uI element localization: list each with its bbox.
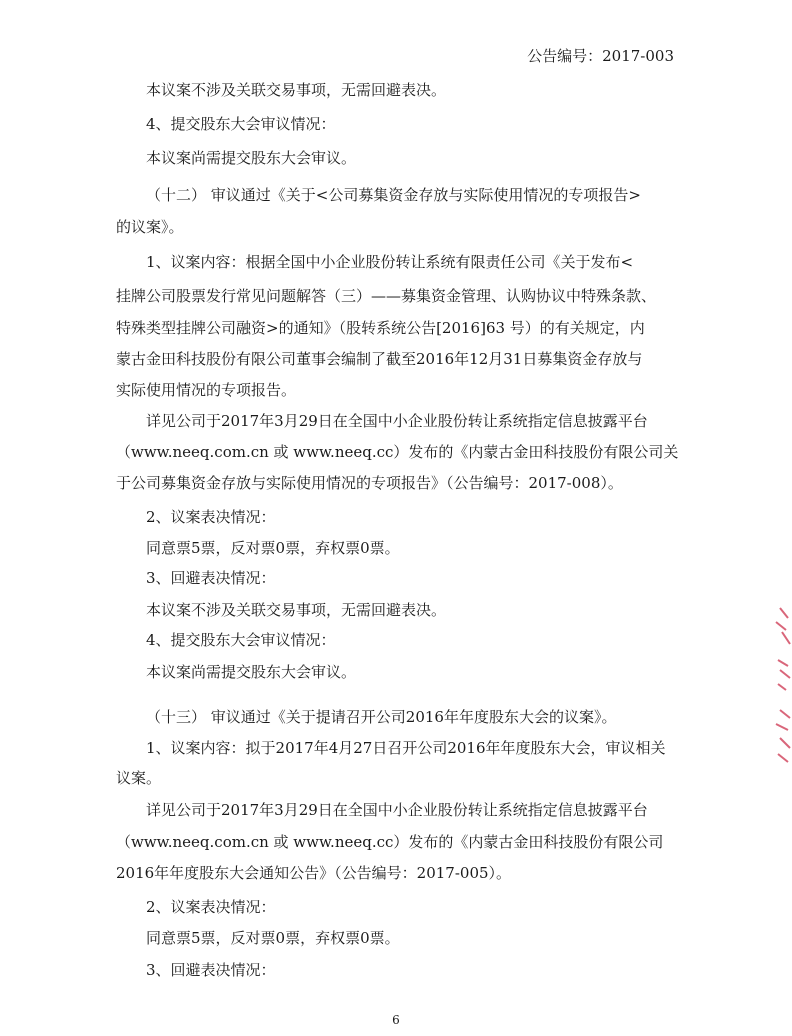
body-line: 2016年年度股东大会通知公告》（公告编号：2017-005）。 xyxy=(116,864,512,882)
body-line: 1、议案内容：根据全国中小企业股份转让系统有限责任公司《关于发布< xyxy=(146,253,634,271)
announcement-code: 公告编号：2017-003 xyxy=(527,47,674,65)
body-line: 同意票5票，反对票0票，弃权票0票。 xyxy=(146,539,400,557)
body-line: 1、议案内容：拟于2017年4月27日召开公司2016年年度股东大会，审议相关 xyxy=(146,739,666,757)
body-line: 特殊类型挂牌公司融资>的通知》（股转系统公告[2016]63 号）的有关规定，内 xyxy=(116,319,645,337)
body-line: 议案。 xyxy=(116,769,162,787)
section-heading: （十二） 审议通过《关于<公司募集资金存放与实际使用情况的专项报告> xyxy=(146,186,641,204)
body-line: 3、回避表决情况： xyxy=(146,569,276,587)
body-line: （www.neeq.com.cn 或 www.neeq.cc）发布的《内蒙古金田科技股份有限公司 xyxy=(116,833,664,851)
body-line: 详见公司于2017年3月29日在全国中小企业股份转让系统指定信息披露平台 xyxy=(146,801,648,819)
body-line: 本议案不涉及关联交易事项，无需回避表决。 xyxy=(146,601,447,619)
body-line: 本议案尚需提交股东大会审议。 xyxy=(146,149,357,167)
body-line: 本议案尚需提交股东大会审议。 xyxy=(146,663,357,681)
body-line: 详见公司于2017年3月29日在全国中小企业股份转让系统指定信息披露平台 xyxy=(146,412,648,430)
body-line: 实际使用情况的专项报告。 xyxy=(116,381,297,399)
body-line: 于公司募集资金存放与实际使用情况的专项报告》（公告编号：2017-008）。 xyxy=(116,474,623,492)
body-line: 同意票5票，反对票0票，弃权票0票。 xyxy=(146,929,400,947)
body-line: 挂牌公司股票发行常见问题解答（三）——募集资金管理、认购协议中特殊条款、 xyxy=(116,287,657,305)
body-line: 2、议案表决情况： xyxy=(146,898,276,916)
body-line: （www.neeq.com.cn 或 www.neeq.cc）发布的《内蒙古金田科技股份有限公司关 xyxy=(116,443,679,461)
body-line: 4、提交股东大会审议情况： xyxy=(146,631,336,649)
body-line: 本议案不涉及关联交易事项，无需回避表决。 xyxy=(146,81,447,99)
body-line: 3、回避表决情况： xyxy=(146,961,276,979)
page-number: 6 xyxy=(392,1013,400,1027)
body-line: 2、议案表决情况： xyxy=(146,508,276,526)
body-line: 4、提交股东大会审议情况： xyxy=(146,115,336,133)
body-line: 蒙古金田科技股份有限公司董事会编制了截至2016年12月31日募集资金存放与 xyxy=(116,350,643,368)
body-line: 的议案》。 xyxy=(116,218,184,236)
seal-stamp-fragment xyxy=(766,600,792,770)
section-heading: （十三） 审议通过《关于提请召开公司2016年年度股东大会的议案》。 xyxy=(146,708,617,726)
